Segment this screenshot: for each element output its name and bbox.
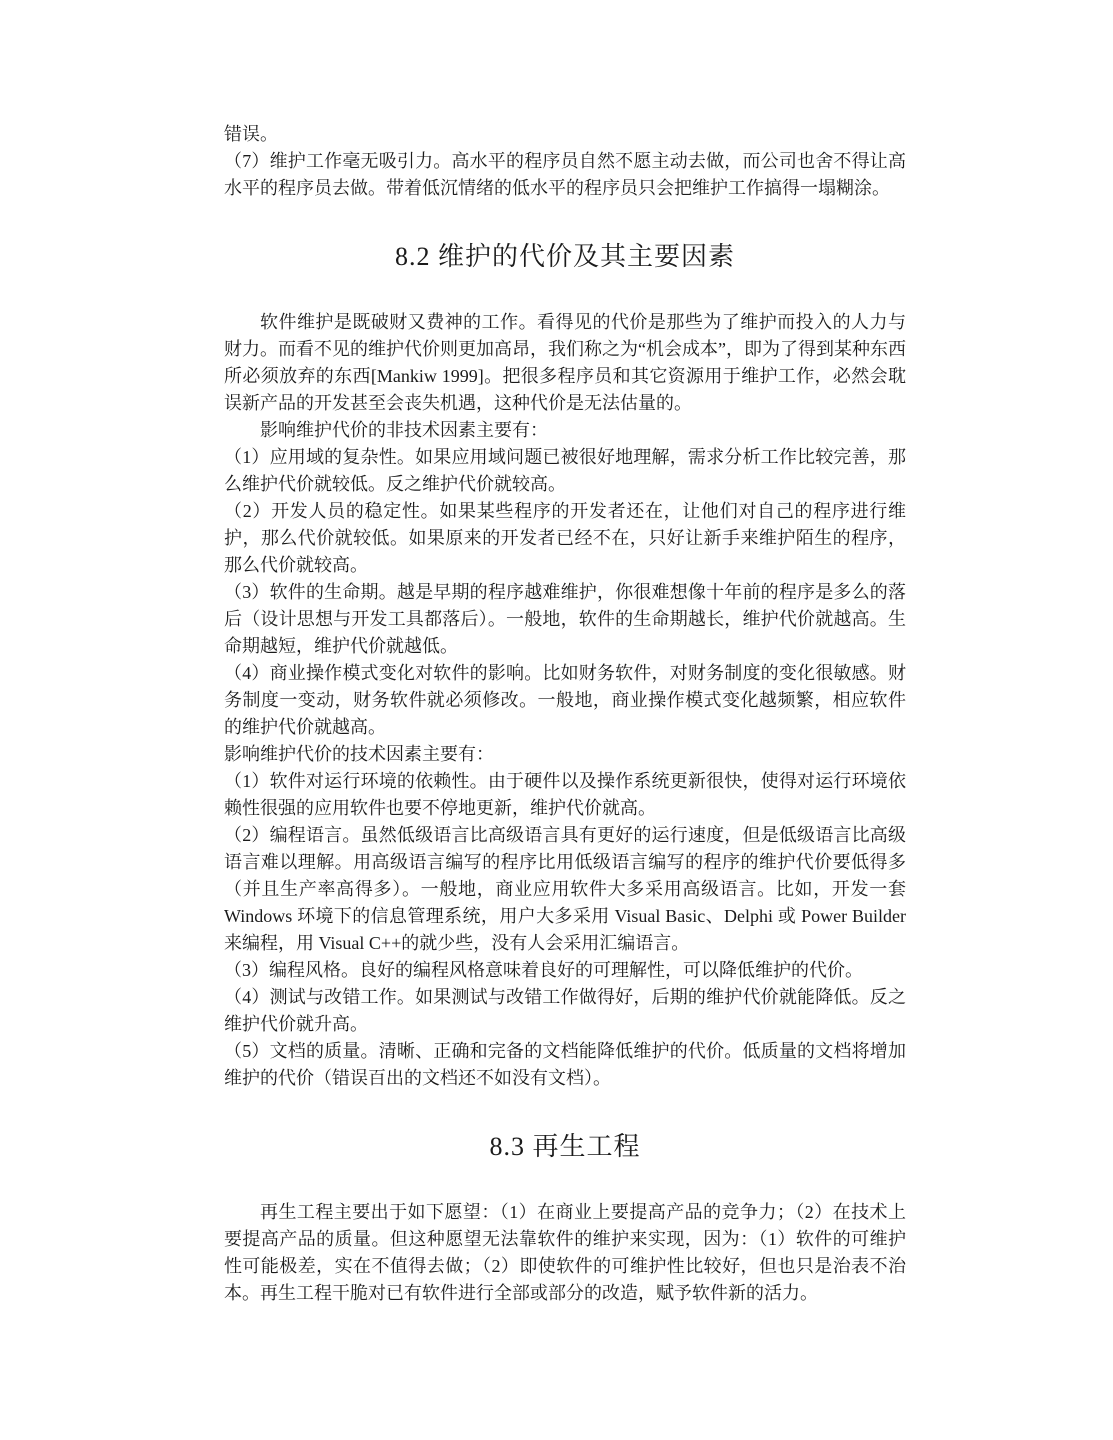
paragraph-item-7: （7）维护工作毫无吸引力。高水平的程序员自然不愿主动去做，而公司也舍不得让高水平的程序员去做。带着低沉情绪的低水平的程序员只会把维护工作搞得一塌糊涂。 (224, 151, 906, 198)
section-heading-8-3: 8.3 再生工程 (489, 1132, 641, 1161)
paragraph-tech-item-2: （2）编程语言。虽然低级语言比高级语言具有更好的运行速度，但是低级语言比高级语言难以理解。用高级语言编写的程序比用低级语言编写的程序的维护代价要低得多（并且生产率高得多）。一般地，商业应用软件大多采用高级语言。比如，开发一套 Windows 环境下的信息管理系统，用户大多采用 Visual Basic、Delphi 或 Power Builder 来编程，用 Visual C++的就少些，没有人会采用汇编语言。 (224, 825, 906, 953)
paragraph-nontech-item-3: （3）软件的生命期。越是早期的程序越难维护，你很难想像十年前的程序是多么的落后（设计思想与开发工具都落后）。一般地，软件的生命期越长，维护代价就越高。生命期越短，维护代价就越低。 (224, 582, 906, 656)
paragraph-nontech-item-4: （4）商业操作模式变化对软件的影响。比如财务软件，对财务制度的变化很敏感。财务制度一变动，财务软件就必须修改。一般地，商业操作模式变化越频繁，相应软件的维护代价就越高。 (224, 663, 906, 737)
section-heading-8-2: 8.2 维护的代价及其主要因素 (394, 242, 735, 271)
document-body (224, 121, 906, 1307)
paragraph-reengineering-intro: 再生工程主要出于如下愿望：（1）在商业上要提高产品的竞争力；（2）在技术上要提高产品的质量。但这种愿望无法靠软件的维护来实现，因为：（1）软件的可维护性可能极差，实在不值得去做；（2）即使软件的可维护性比较好，但也只是治表不治本。再生工程干脆对已有软件进行全部或部分的改造，赋予软件新的活力。 (224, 1202, 906, 1303)
paragraph-nontech-item-1: （1）应用域的复杂性。如果应用域问题已被很好地理解，需求分析工作比较完善，那么维护代价就较低。反之维护代价就较高。 (224, 447, 906, 494)
paragraph-continuation: 错误。 (224, 124, 278, 144)
paragraph-nontech-item-2: （2）开发人员的稳定性。如果某些程序的开发者还在，让他们对自己的程序进行维护，那么代价就较低。如果原来的开发者已经不在，只好让新手来维护陌生的程序，那么代价就较高。 (224, 501, 906, 575)
paragraph-nontechnical-factors-lead: 影响维护代价的非技术因素主要有： (260, 420, 548, 440)
paragraph-tech-item-1: （1）软件对运行环境的依赖性。由于硬件以及操作系统更新很快，使得对运行环境依赖性很强的应用软件也要不停地更新，维护代价就高。 (224, 771, 906, 818)
paragraph-tech-item-4: （4）测试与改错工作。如果测试与改错工作做得好，后期的维护代价就能降低。反之维护代价就升高。 (224, 987, 906, 1034)
paragraph-technical-factors-lead: 影响维护代价的技术因素主要有： (224, 744, 494, 764)
paragraph-maintenance-cost-intro: 软件维护是既破财又费神的工作。看得见的代价是那些为了维护而投入的人力与财力。而看不见的维护代价则更加高昂，我们称之为“机会成本”，即为了得到某种东西所必须放弃的东西[Mankiw 1999]。把很多程序员和其它资源用于维护工作，必然会耽误新产品的开发甚至会丧失机遇，这种代价是无法估量的。 (224, 312, 906, 413)
paragraph-tech-item-5: （5）文档的质量。清晰、正确和完备的文档能降低维护的代价。低质量的文档将增加维护的代价（错误百出的文档还不如没有文档）。 (224, 1041, 906, 1088)
paragraph-tech-item-3: （3）编程风格。良好的编程风格意味着良好的可理解性，可以降低维护的代价。 (224, 960, 863, 980)
